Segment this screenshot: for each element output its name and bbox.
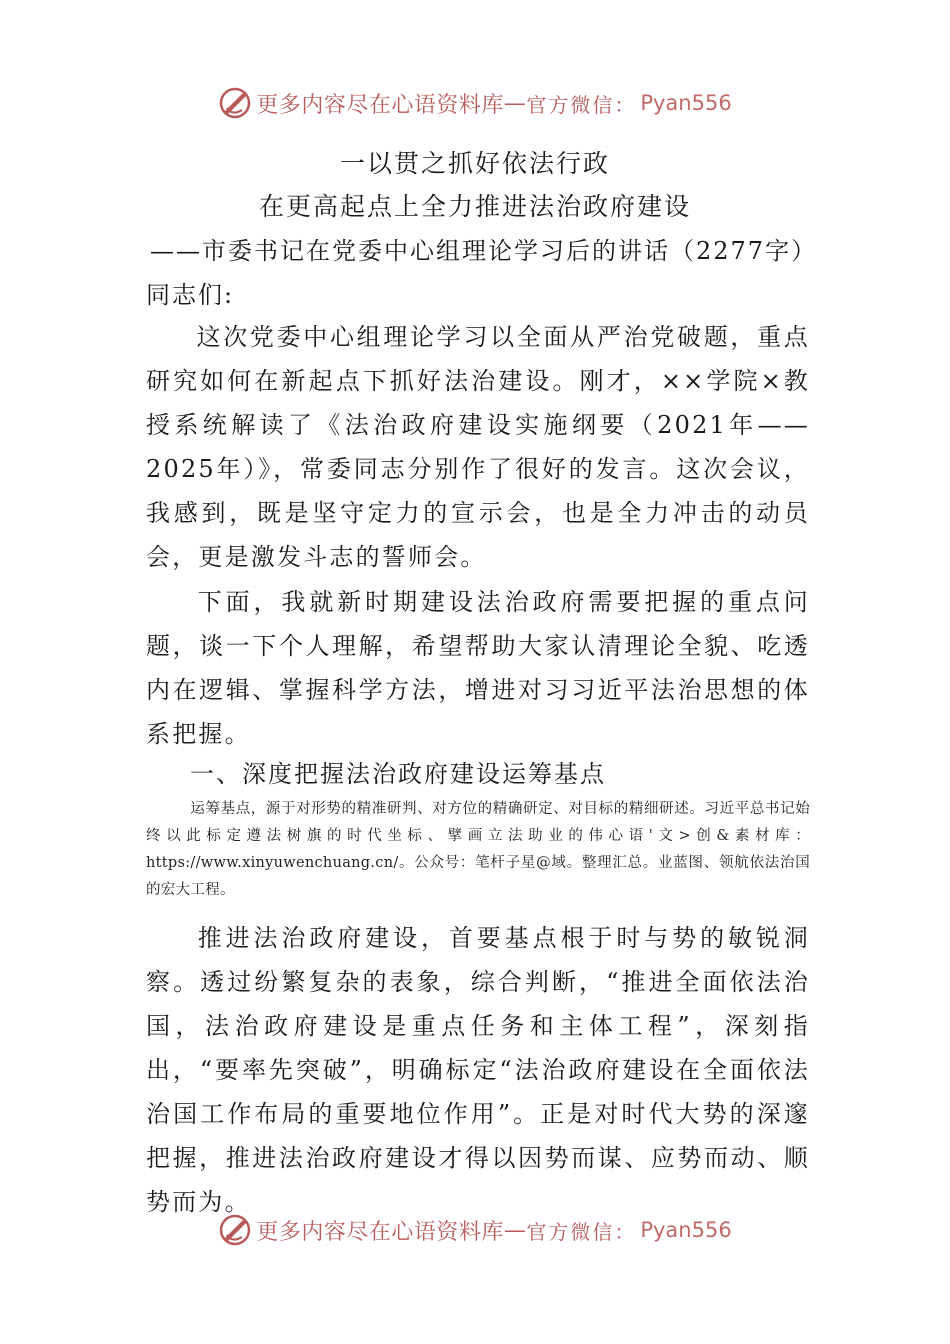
paragraph-3 — [146, 916, 810, 1224]
small-note-text: 运筹基点，源于对形势的精准研判、对方位的精确研定、对目标的精细研述。习近平总书记始终以此标定遵法树旗的时代坐标、擘画立法助业的伟心语'文>创&素材库：https://www.xinyuwenchuang.cn/。公众号：笔杆子星@域。整理汇总。业蓝图、领航依法治国的宏大工程。 — [146, 801, 810, 898]
banner-main-text: 更多内容尽在心语资料库 — [256, 1219, 504, 1245]
greeting: 同志们: — [146, 281, 235, 309]
paragraph-1 — [146, 315, 810, 579]
banner-contact-label: 官方微信： — [526, 92, 637, 117]
section-heading-1: 一、深度把握法治政府建设运筹基点 — [190, 760, 606, 788]
paragraph-3-text: 推进法治政府建设，首要基点根于时与势的敏锐洞察。透过纷繁复杂的表象，综合判断，“推进全面依法治国，法治政府建设是重点任务和主体工程”，深刻指出，“要率先突破”，明确标定“法治政府建设在全面依法治国工作布局的重要地位作用”。正是对时代大势的深邃把握，推进法治政府建设才得以因势而谋、应势而动、顺势而为。 — [146, 924, 810, 1216]
banner-contact-label: 官方微信： — [526, 1219, 637, 1244]
banner-main-text: 更多内容尽在心语资料库 — [256, 92, 504, 118]
paragraph-2 — [146, 580, 810, 756]
pen-logo-icon — [218, 1213, 252, 1247]
footer-banner — [0, 1208, 950, 1252]
banner-separator: — — [503, 1217, 527, 1243]
small-note — [146, 796, 810, 904]
document-subtitle: ——市委书记在党委中心组理论学习后的讲话（2277字） — [150, 237, 818, 265]
paragraph-2-text: 下面，我就新时期建设法治政府需要把握的重点问题，谈一下个人理解，希望帮助大家认清理论全貌、吃透内在逻辑、掌握科学方法，增进对习习近平法治思想的体系把握。 — [146, 588, 810, 748]
banner-contact-id: Pyan556 — [640, 91, 732, 115]
banner-separator: — — [503, 90, 527, 116]
pen-logo-icon — [218, 86, 252, 120]
document-title-line2: 在更高起点上全力推进法治政府建设 — [258, 192, 691, 221]
banner-contact-id: Pyan556 — [640, 1218, 732, 1242]
document-title-line1: 一以贯之抓好依法行政 — [339, 149, 610, 178]
header-banner — [0, 81, 950, 125]
paragraph-1-text: 这次党委中心组理论学习以全面从严治党破题，重点研究如何在新起点下抓好法治建设。刚才，××学院×教授系统解读了《法治政府建设实施纲要（2021年——2025年）》，常委同志分别作了很好的发言。这次会议，我感到，既是坚守定力的宣示会，也是全力冲击的动员会，更是激发斗志的誓师会。 — [146, 323, 810, 571]
